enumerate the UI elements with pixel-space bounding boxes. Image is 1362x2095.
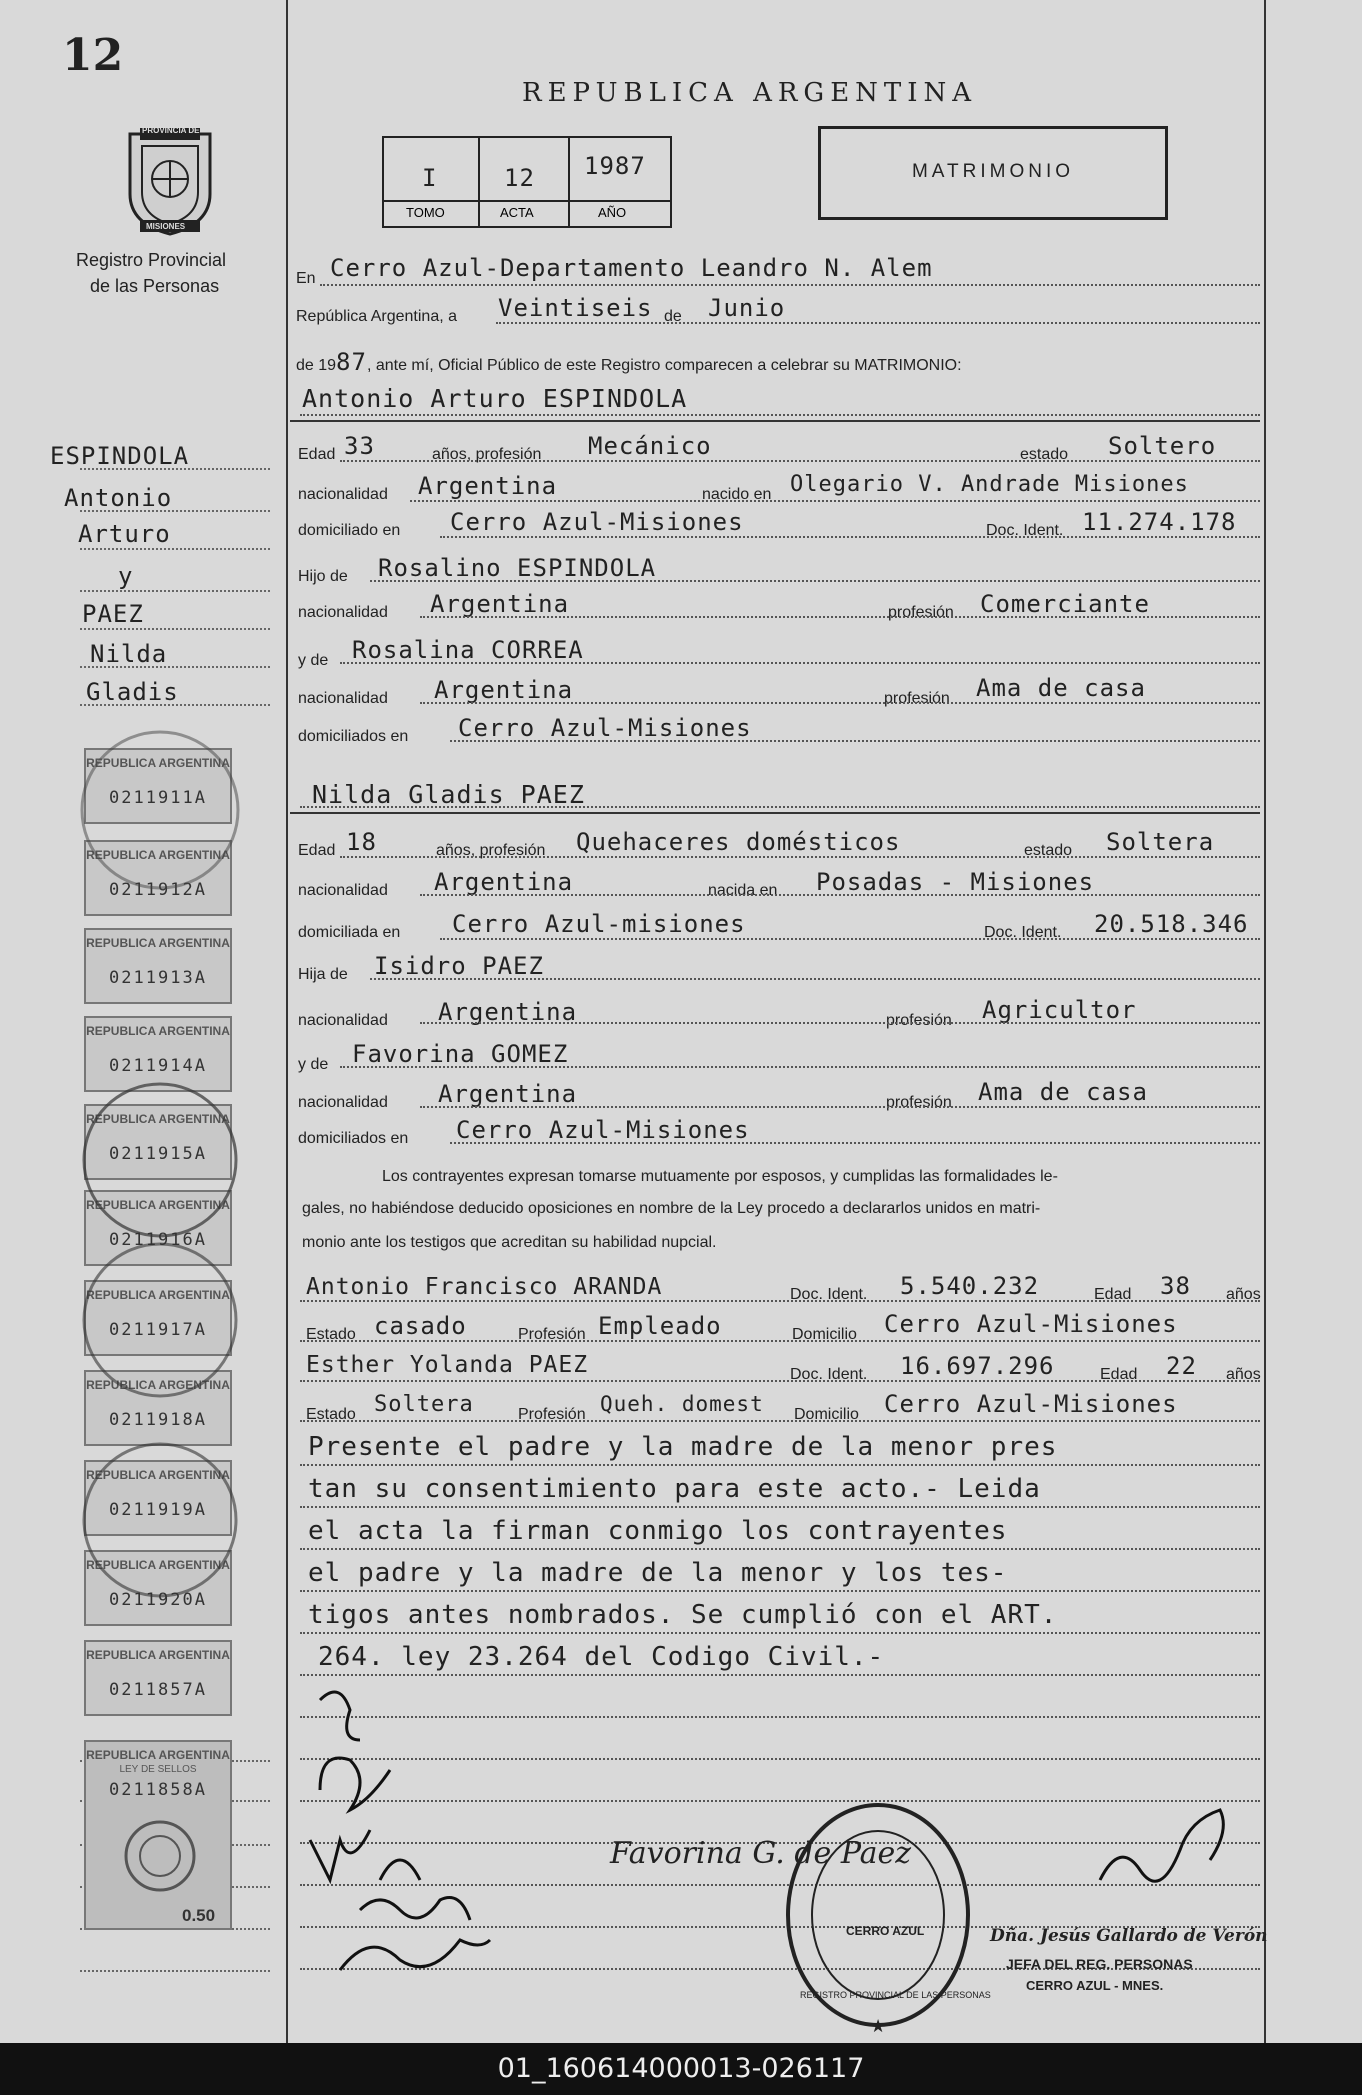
witness1-name: Antonio Francisco ARANDA bbox=[306, 1274, 663, 1300]
groom-state: Soltero bbox=[1108, 432, 1217, 460]
officer-title: JEFA DEL REG. PERSONAS bbox=[1006, 1956, 1193, 1972]
witness2-age-label: Edad bbox=[1100, 1366, 1138, 1383]
bride-state-label: estado bbox=[1024, 842, 1073, 859]
groom-mother: Rosalina CORREA bbox=[352, 636, 584, 664]
groom-profession: Mecánico bbox=[588, 432, 712, 460]
fiscal-stamp: REPUBLICA ARGENTINA 0211919A bbox=[84, 1460, 232, 1536]
groom-mother-label: y de bbox=[298, 652, 329, 669]
groom-nationality: Argentina bbox=[418, 472, 558, 500]
fiscal-stamp-large: REPUBLICA ARGENTINA LEY DE SELLOS 0211858A 0.50 bbox=[84, 1740, 232, 1930]
groom-doc-label: Doc. Ident. bbox=[986, 522, 1064, 539]
bride-profession: Quehaceres domésticos bbox=[576, 828, 901, 856]
en-label: En bbox=[296, 270, 316, 287]
intro-place: Cerro Azul-Departamento Leandro N. Alem bbox=[330, 254, 933, 282]
groom-parents-address-label: domiciliados en bbox=[298, 728, 409, 745]
registry-name-line1: Registro Provincial bbox=[76, 250, 227, 270]
intro-year: 87 bbox=[336, 348, 367, 376]
bride-age: 18 bbox=[346, 828, 377, 856]
witness2-address: Cerro Azul-Misiones bbox=[884, 1390, 1178, 1418]
signature-bride-mother: Favorina G. de Paez bbox=[610, 1836, 912, 1871]
declaration-line1: Los contrayentes expresan tomarse mutuamente por esposos, y cumplidas las formalidades le- bbox=[382, 1168, 1058, 1185]
groom-doc: 11.274.178 bbox=[1082, 508, 1237, 536]
bride-mother-label: y de bbox=[298, 1056, 329, 1073]
margin-name-6: Nilda bbox=[90, 640, 168, 668]
witness1-doc: 5.540.232 bbox=[900, 1272, 1040, 1300]
document-type-box bbox=[818, 126, 1168, 220]
notes-line6: 264. ley 23.264 del Codigo Civil.- bbox=[318, 1642, 885, 1672]
fiscal-stamp: REPUBLICA ARGENTINA 0211914A bbox=[84, 1016, 232, 1092]
acta-label: ACTA bbox=[500, 205, 534, 220]
groom-name: Antonio Arturo ESPINDOLA bbox=[302, 384, 688, 413]
bride-father-label: Hija de bbox=[298, 966, 348, 983]
notes-line5: tigos antes nombrados. Se cumplió con el ART. bbox=[308, 1600, 1058, 1630]
fiscal-stamp: REPUBLICA ARGENTINA 0211857A bbox=[84, 1640, 232, 1716]
fiscal-stamp: REPUBLICA ARGENTINA 0211911A bbox=[84, 748, 232, 824]
groom-nationality-label: nacionalidad bbox=[298, 486, 388, 503]
groom-mother-prof-label: profesión bbox=[884, 690, 950, 707]
republic-label: República Argentina, a bbox=[296, 308, 457, 325]
groom-father-prof-label: profesión bbox=[888, 604, 954, 621]
margin-name-1: ESPINDOLA bbox=[50, 442, 190, 470]
registry-name-line2: de las Personas bbox=[90, 276, 220, 296]
intro-text: , ante mí, Oficial Público de este Registro comparecen a celebrar su MATRIMONIO: bbox=[366, 357, 962, 374]
seal-city: CERRO AZUL bbox=[846, 1924, 925, 1938]
right-margin-line bbox=[1264, 0, 1266, 2043]
groom-state-label: estado bbox=[1020, 446, 1069, 463]
groom-mother-prof: Ama de casa bbox=[976, 674, 1146, 702]
de-label: de bbox=[664, 308, 682, 325]
bride-birthplace-label: nacida en bbox=[708, 882, 778, 899]
acta-value: 12 bbox=[504, 164, 535, 192]
bride-father-nat: Argentina bbox=[438, 998, 578, 1026]
stamp-value: 0.50 bbox=[182, 1906, 216, 1925]
declaration-line3: monio ante los testigos que acreditan su habilidad nupcial. bbox=[302, 1234, 717, 1251]
groom-birthplace-label: nacido en bbox=[702, 486, 772, 503]
bride-father-prof: Agricultor bbox=[982, 996, 1137, 1024]
witness1-address-label: Domicilio bbox=[792, 1326, 857, 1343]
intro-month: Junio bbox=[708, 294, 786, 322]
svg-text:★: ★ bbox=[870, 2016, 887, 2037]
tomo-value: I bbox=[422, 164, 438, 192]
bride-mother-nat: Argentina bbox=[438, 1080, 578, 1108]
bride-address: Cerro Azul-misiones bbox=[452, 910, 746, 938]
groom-address: Cerro Azul-Misiones bbox=[450, 508, 744, 536]
document-id-footer: 01_160614000013-026117 bbox=[0, 2043, 1362, 2095]
groom-age-label: Edad bbox=[298, 446, 336, 463]
document-type: MATRIMONIO bbox=[911, 161, 1075, 182]
groom-father-prof: Comerciante bbox=[980, 590, 1150, 618]
officer-signature bbox=[1090, 1790, 1240, 1900]
bride-father-prof-label: profesión bbox=[886, 1012, 952, 1029]
witness1-years-label: años bbox=[1226, 1286, 1261, 1303]
witness2-prof-label: Profesión bbox=[518, 1406, 586, 1423]
emblem-bottom-text: MISIONES bbox=[146, 222, 186, 231]
bride-doc-label: Doc. Ident. bbox=[984, 924, 1062, 941]
groom-mother-nat-label: nacionalidad bbox=[298, 690, 388, 707]
bride-profession-label: años, profesión bbox=[436, 842, 546, 859]
witness2-state: Soltera bbox=[374, 1392, 474, 1417]
seal-text: REGISTRO PROVINCIAL DE LAS PERSONAS bbox=[800, 1990, 991, 2000]
notes-line4: el padre y la madre de la menor y los tes- bbox=[308, 1558, 1008, 1588]
witness1-doc-label: Doc. Ident. bbox=[790, 1286, 868, 1303]
bride-doc: 20.518.346 bbox=[1094, 910, 1249, 938]
cancellation-marks bbox=[60, 720, 260, 1820]
anio-value: 1987 bbox=[584, 152, 646, 180]
bride-nationality: Argentina bbox=[434, 868, 574, 896]
reference-box bbox=[382, 136, 672, 228]
witness2-age: 22 bbox=[1166, 1352, 1197, 1380]
fiscal-stamp: REPUBLICA ARGENTINA 0211917A bbox=[84, 1280, 232, 1356]
witness1-address: Cerro Azul-Misiones bbox=[884, 1310, 1178, 1338]
emblem-top-text: PROVINCIA DE bbox=[142, 126, 200, 135]
witness2-address-label: Domicilio bbox=[794, 1406, 859, 1423]
bride-mother-nat-label: nacionalidad bbox=[298, 1094, 388, 1111]
fiscal-stamp: REPUBLICA ARGENTINA 0211912A bbox=[84, 840, 232, 916]
country-heading: REPUBLICA ARGENTINA bbox=[522, 78, 978, 108]
witness2-name: Esther Yolanda PAEZ bbox=[306, 1352, 589, 1378]
year-prefix: de 19 bbox=[296, 357, 337, 374]
groom-parents-address: Cerro Azul-Misiones bbox=[458, 714, 752, 742]
bride-father: Isidro PAEZ bbox=[374, 952, 544, 980]
witness1-state-label: Estado bbox=[306, 1326, 356, 1343]
margin-name-4: y bbox=[118, 562, 134, 590]
bride-father-nat-label: nacionalidad bbox=[298, 1012, 388, 1029]
bride-state: Soltera bbox=[1106, 828, 1215, 856]
witness1-prof-label: Profesión bbox=[518, 1326, 586, 1343]
fiscal-stamp: REPUBLICA ARGENTINA 0211918A bbox=[84, 1370, 232, 1446]
groom-father-nat-label: nacionalidad bbox=[298, 604, 388, 621]
witness2-doc-label: Doc. Ident. bbox=[790, 1366, 868, 1383]
bride-mother-prof-label: profesión bbox=[886, 1094, 952, 1111]
groom-mother-nat: Argentina bbox=[434, 676, 574, 704]
notes-line1: Presente el padre y la madre de la menor pres bbox=[308, 1432, 1058, 1462]
groom-profession-label: años, profesión bbox=[432, 446, 542, 463]
fiscal-stamp: REPUBLICA ARGENTINA 0211913A bbox=[84, 928, 232, 1004]
margin-name-5: PAEZ bbox=[82, 600, 144, 628]
witness2-years-label: años bbox=[1226, 1366, 1261, 1383]
witness2-doc: 16.697.296 bbox=[900, 1352, 1055, 1380]
witness2-prof: Queh. domest bbox=[600, 1392, 764, 1416]
margin-name-2: Antonio bbox=[64, 484, 173, 512]
bride-mother-prof: Ama de casa bbox=[978, 1078, 1148, 1106]
officer-place: CERRO AZUL - MNES. bbox=[1026, 1978, 1164, 1993]
bride-birthplace: Posadas - Misiones bbox=[816, 868, 1095, 896]
witness1-age-label: Edad bbox=[1094, 1286, 1132, 1303]
witness1-prof: Empleado bbox=[598, 1312, 722, 1340]
folio-number: 12 bbox=[62, 30, 124, 81]
left-margin-line bbox=[286, 0, 288, 2043]
groom-age: 33 bbox=[344, 432, 375, 460]
officer-name: Dña. Jesús Gallardo de Verón bbox=[990, 1926, 1268, 1946]
fiscal-stamp: REPUBLICA ARGENTINA 0211916A bbox=[84, 1190, 232, 1266]
fiscal-stamp: REPUBLICA ARGENTINA 0211915A bbox=[84, 1104, 232, 1180]
notes-line3: el acta la firman conmigo los contrayentes bbox=[308, 1516, 1008, 1546]
fiscal-stamp: REPUBLICA ARGENTINA 0211920A bbox=[84, 1550, 232, 1626]
bride-parents-address: Cerro Azul-Misiones bbox=[456, 1116, 750, 1144]
notes-line2: tan su consentimiento para este acto.- Leida bbox=[308, 1474, 1041, 1504]
intro-day: Veintiseis bbox=[498, 294, 653, 322]
bride-parents-address-label: domiciliados en bbox=[298, 1130, 409, 1147]
witness1-state: casado bbox=[374, 1312, 467, 1340]
witness2-state-label: Estado bbox=[306, 1406, 356, 1423]
stamp-emblem-icon bbox=[120, 1816, 200, 1896]
groom-father: Rosalino ESPINDOLA bbox=[378, 554, 657, 582]
groom-father-label: Hijo de bbox=[298, 568, 348, 585]
bride-nationality-label: nacionalidad bbox=[298, 882, 388, 899]
groom-father-nat: Argentina bbox=[430, 590, 570, 618]
anio-label: AÑO bbox=[598, 205, 627, 220]
groom-birthplace: Olegario V. Andrade Misiones bbox=[790, 472, 1189, 497]
declaration-line2: gales, no habiéndose deducido oposiciones en nombre de la Ley procedo a declararlos unidos en matri- bbox=[302, 1200, 1041, 1217]
tomo-label: TOMO bbox=[406, 205, 445, 220]
groom-address-label: domiciliado en bbox=[298, 522, 401, 539]
bride-mother: Favorina GOMEZ bbox=[352, 1040, 569, 1068]
bride-address-label: domiciliada en bbox=[298, 924, 401, 941]
bride-age-label: Edad bbox=[298, 842, 336, 859]
witness1-age: 38 bbox=[1160, 1272, 1191, 1300]
margin-name-3: Arturo bbox=[78, 520, 171, 548]
margin-name-7: Gladis bbox=[86, 678, 179, 706]
official-seal-icon bbox=[778, 1800, 978, 2040]
bride-name: Nilda Gladis PAEZ bbox=[312, 780, 585, 809]
